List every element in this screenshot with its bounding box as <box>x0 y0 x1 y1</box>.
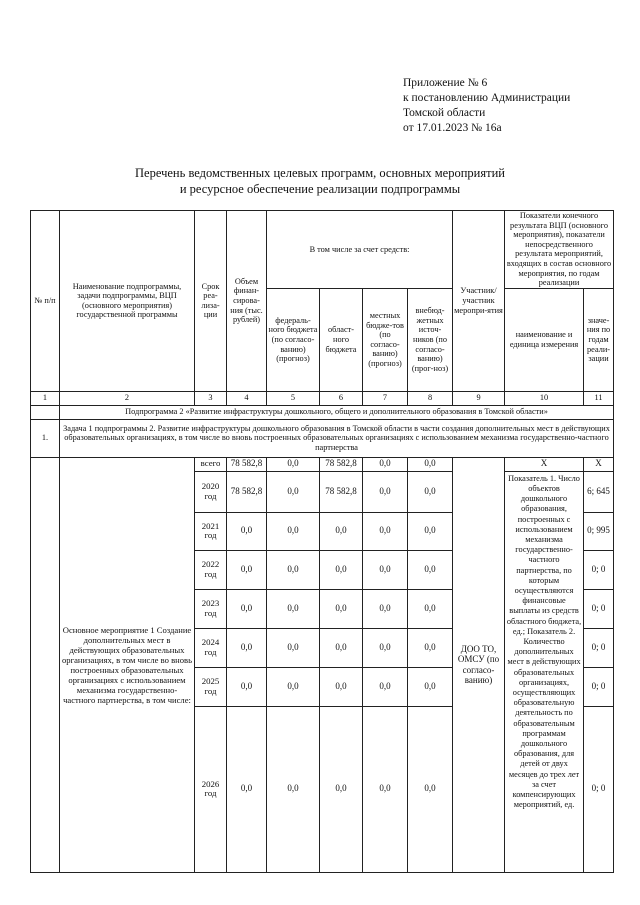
task-title: Задача 1 подпрограммы 2. Развитие инфраструктуры дошкольного образования в Томской области в части создания дополнительных мест в действующих образовательных организациях, в том числе во вновь построенных образовательных организациях с использованием механизма государственно-частного партнерства <box>60 419 614 457</box>
activity-description: Основное мероприятие 1 Создание дополнительных мест в действующих образовательных организациях, в том числе во вновь построенных образовательных организациях с использованием механизма государственно-частного партнерства, в том числе: <box>60 457 195 872</box>
federal-cell: 0,0 <box>267 706 320 872</box>
year-cell: 2023 год <box>195 589 227 628</box>
volume-cell: 78 582,8 <box>227 457 267 471</box>
regional-cell: 0,0 <box>320 706 363 872</box>
local-cell: 0,0 <box>363 589 408 628</box>
local-cell: 0,0 <box>363 512 408 550</box>
title-line: и ресурсное обеспечение реализации подпрограммы <box>179 182 461 196</box>
header-term: Срок реа-лиза-ции <box>195 211 227 392</box>
regional-cell: 78 582,8 <box>320 471 363 512</box>
federal-cell: 0,0 <box>267 667 320 706</box>
regional-cell: 0,0 <box>320 589 363 628</box>
column-number: 11 <box>584 391 614 405</box>
indicator-description: Показатель 1. Число объектов дошкольного образования, построенных с использованием механизма государственно-частного партнерства, по которым осуществляются финансовые выплаты из средств областного бюджета, ед.; Показатель 2. Количество дополнительных мест в действующих образовательных организациях, осуществляющих образовательную деятельность по образовательным программам дошкольного образования, для детей от двух месяцев до трех лет за счет компенсирующих мероприятий, ед. <box>505 471 584 872</box>
header-local: местных бюдже-тов (по согласо-ванию) (прогноз) <box>363 288 408 391</box>
header-participant: Участник/ участник меропри-ятия <box>453 211 505 392</box>
year-cell: 2020 год <box>195 471 227 512</box>
appendix-line: Приложение № 6 <box>403 77 488 89</box>
year-cell: 2026 год <box>195 706 227 872</box>
header-sources: В том числе за счет средств: <box>267 211 453 289</box>
federal-cell: 0,0 <box>267 471 320 512</box>
header-indicator-value: значе-ния по годам реали-зации <box>584 288 614 391</box>
regional-cell: 0,0 <box>320 512 363 550</box>
local-cell: 0,0 <box>363 628 408 667</box>
federal-cell: 0,0 <box>267 550 320 589</box>
year-cell: 2022 год <box>195 550 227 589</box>
extra-cell: 0,0 <box>408 457 453 471</box>
header-num: № п/п <box>31 211 60 392</box>
volume-cell: 0,0 <box>227 550 267 589</box>
column-number: 10 <box>505 391 584 405</box>
local-cell: 0,0 <box>363 471 408 512</box>
column-number: 1 <box>31 391 60 405</box>
indicator-value: 0; 995 <box>584 512 614 550</box>
year-cell: 2025 год <box>195 667 227 706</box>
indicator-value: 0; 0 <box>584 667 614 706</box>
extra-cell: 0,0 <box>408 667 453 706</box>
volume-cell: 0,0 <box>227 512 267 550</box>
regional-cell: 0,0 <box>320 550 363 589</box>
extra-cell: 0,0 <box>408 550 453 589</box>
column-number: 4 <box>227 391 267 405</box>
federal-cell: 0,0 <box>267 628 320 667</box>
indicator-value: 0; 0 <box>584 550 614 589</box>
volume-cell: 0,0 <box>227 628 267 667</box>
indicator-value: 0; 0 <box>584 706 614 872</box>
appendix-line: Томской области <box>403 107 486 119</box>
header-indicators: Показатели конечного результата ВЦП (основного мероприятия), показатели непосредственного результата мероприятий, входящих в состав основного мероприятия, по годам реализации <box>505 211 614 289</box>
local-cell: 0,0 <box>363 667 408 706</box>
year-cell: 2021 год <box>195 512 227 550</box>
indicator-value: X <box>584 457 614 471</box>
column-number: 8 <box>408 391 453 405</box>
program-table <box>30 210 614 873</box>
federal-cell: 0,0 <box>267 457 320 471</box>
appendix-block <box>403 76 570 136</box>
volume-cell: 0,0 <box>227 667 267 706</box>
extra-cell: 0,0 <box>408 471 453 512</box>
regional-cell: 0,0 <box>320 667 363 706</box>
federal-cell: 0,0 <box>267 589 320 628</box>
local-cell: 0,0 <box>363 550 408 589</box>
subprogram-title: Подпрограмма 2 «Развитие инфраструктуры дошкольного, общего и дополнительного образования в Томской области» <box>60 405 614 419</box>
indicator-value: 6; 645 <box>584 471 614 512</box>
local-cell: 0,0 <box>363 706 408 872</box>
indicator-value: 0; 0 <box>584 628 614 667</box>
header-regional: област-ного бюджета <box>320 288 363 391</box>
regional-cell: 0,0 <box>320 628 363 667</box>
document-title <box>0 165 640 197</box>
column-number: 7 <box>363 391 408 405</box>
header-federal: федераль-ного бюджета (по согласо-ванию) (прогноз) <box>267 288 320 391</box>
indicator-x: X <box>505 457 584 471</box>
indicator-value: 0; 0 <box>584 589 614 628</box>
appendix-line: к постановлению Администрации <box>403 92 571 104</box>
extra-cell: 0,0 <box>408 706 453 872</box>
header-name: Наименование подпрограммы, задачи подпрограммы, ВЦП (основного мероприятия) государственной программы <box>60 211 195 392</box>
extra-cell: 0,0 <box>408 589 453 628</box>
appendix-line: от 17.01.2023 № 16а <box>403 122 502 134</box>
extra-cell: 0,0 <box>408 512 453 550</box>
title-line: Перечень ведомственных целевых программ, основных мероприятий <box>135 166 505 180</box>
column-number: 2 <box>60 391 195 405</box>
header-volume: Объем финан-сирова-ния (тыс. рублей) <box>227 211 267 392</box>
column-number: 6 <box>320 391 363 405</box>
header-extra: внебюд-жетных источ-ников (по согласо-ванию) (прог-ноз) <box>408 288 453 391</box>
volume-cell: 78 582,8 <box>227 471 267 512</box>
volume-cell: 0,0 <box>227 706 267 872</box>
federal-cell: 0,0 <box>267 512 320 550</box>
volume-cell: 0,0 <box>227 589 267 628</box>
local-cell: 0,0 <box>363 457 408 471</box>
task-number: 1. <box>31 419 60 457</box>
header-indicator-name: наименование и единица измерения <box>505 288 584 391</box>
column-number: 9 <box>453 391 505 405</box>
extra-cell: 0,0 <box>408 628 453 667</box>
year-cell: всего <box>195 457 227 471</box>
column-number: 5 <box>267 391 320 405</box>
participant-cell: ДОО ТО, ОМСУ (по согласо-ванию) <box>453 457 505 872</box>
year-cell: 2024 год <box>195 628 227 667</box>
column-number: 3 <box>195 391 227 405</box>
regional-cell: 78 582,8 <box>320 457 363 471</box>
